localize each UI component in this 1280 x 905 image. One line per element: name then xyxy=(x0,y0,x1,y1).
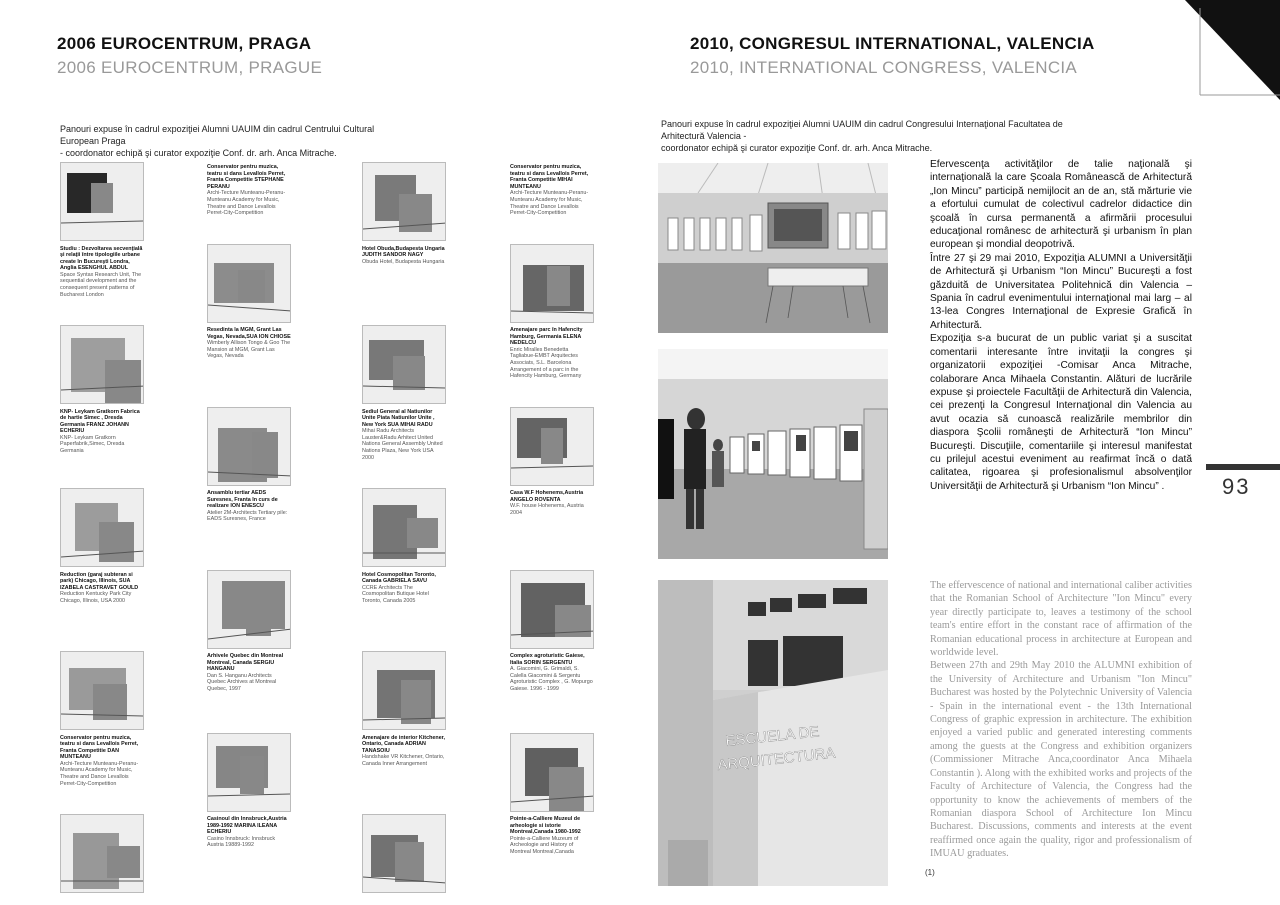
caption-title: Reduction (garaj subteran si park) Chicago, Illinois, SUA IZABELA CASTRAVET GOULD xyxy=(60,571,139,591)
panel-caption xyxy=(207,816,291,892)
panel-caption xyxy=(510,490,594,566)
romanian-text xyxy=(930,158,1192,493)
ro-paragraph: Între 27 şi 29 mai 2010, Expoziţia ALUMNI a Universităţii de Arhitectură şi Urbanism “Ion Mincu” Bucureşti a fost găzduită de Universitatea Politehnică din Valencia – Spania în cadrul evenimentului internaţional mai larg – al 13-lea Congres Internaţional de Expresie Grafică în Arhitectură. xyxy=(930,252,1192,331)
caption-details: W.F. house Hohenems, Austria 2004 xyxy=(510,503,584,516)
caption-details: Atelier 2M-Architects Tertiary pile: EADS Suresnes, France xyxy=(207,509,288,523)
footnote: (1) xyxy=(925,868,935,877)
panel-thumbnail xyxy=(510,244,594,323)
panel-caption xyxy=(362,409,446,485)
caption-title: Complex agroturistic Gaiese, Italia SORIN SERGENTU xyxy=(510,653,585,666)
caption-title: Studiu : Dezvoltarea secvenţială şi relaţii între tipologiile urbane create în Bucureşti Londra, Anglia ESENGHUL ABDUL xyxy=(60,245,143,272)
caption-details: Archi-Tecture Munteanu-Peranu-Munteanu Academy for Music, Theatre and Dance Levallois Perret-City-Competition xyxy=(510,190,589,217)
panel-caption xyxy=(362,246,446,322)
caption-title: Conservator pentru muzica, teatru si dans Levallois Perret, Franta Competitie STEPHANE PERANU xyxy=(207,164,286,190)
caption-details: KNP- Leykam Gratkorn Paperfabrik,Simec, Dresda Germania xyxy=(60,434,125,455)
panel-thumbnail xyxy=(362,162,446,241)
caption-details: Pointe-a-Calliere Muzeum of Archeologie and History of Montreal Montreal,Canada xyxy=(510,835,579,855)
right-title-ro: 2010, CONGRESUL INTERNATIONAL, VALENCIA xyxy=(690,34,1095,53)
panel-caption xyxy=(60,409,144,485)
right-intro-line-1: Panouri expuse în cadrul expoziţiei Alumni UAUIM din cadrul Congresului Internaţional Facultatea de Arhitectură Valencia - xyxy=(661,119,1063,141)
right-title-en: 2010, INTERNATIONAL CONGRESS, VALENCIA xyxy=(690,58,1078,77)
caption-details: Dan S. Hanganu Architects Quebec Archives at Montreal Quebec, 1997 xyxy=(207,672,277,692)
panel-thumbnail xyxy=(510,733,594,812)
ro-paragraph: Expoziţia s-a bucurat de un public variat şi a suscitat comentarii interesante între invitaţii la congres şi organizatorii expoziţiei -Comisar Anca Mitrache, colaborare Anca Mihaela Constantin. Alături de lucrările expuse şi proiectele Facultăţii de Arhitectură din Valencia, cei prezenţi la Congresul Internaţional din Valencia au avut ocazia să cunoască realizările membrilor din diaspora Şcolii româneşti de Arhitectură “Ion Mincu” Bucureşti. Discuţiile, comentariile şi interesul manifestat cu prilejul acestui eveniment au reafirmat încă o dată calitatea, rigoarea şi profesionalismul absolvenţilor Universităţii de Arhitectură şi Urbanism “Ion Mincu” . xyxy=(930,333,1192,492)
caption-details: Casino Innsbruck: Innsbruck Austria 19889-1992 xyxy=(207,835,276,849)
english-text xyxy=(930,579,1192,861)
panel-thumbnail xyxy=(60,162,144,241)
caption-details: A. Giacomini, G. Grimaldi, S. Calella Giacomini & Sergentu Agroturistic Complex , G. Mopurgo Gaiese. 1996 - 1999 xyxy=(510,666,593,692)
panel-thumbnail xyxy=(362,651,446,730)
left-title-ro: 2006 EUROCENTRUM, PRAGA xyxy=(57,34,312,53)
panel-caption xyxy=(207,327,291,403)
exhibition-photo-1 xyxy=(658,163,888,333)
panel-caption xyxy=(510,327,594,403)
page-number-bar xyxy=(1206,464,1280,470)
caption-title: KNP- Leykam Gratkorn Fabrica de hartie Simec , Dresda Germania FRANZ JOHANN ECHERIU xyxy=(60,408,140,435)
panel-caption xyxy=(362,735,446,811)
escuela-photo xyxy=(658,580,888,886)
right-intro xyxy=(661,118,1101,154)
panel-thumbnail xyxy=(362,814,446,893)
panel-caption xyxy=(60,735,144,811)
caption-title: Amenajare de interior Kitchener, Ontario, Canada ADRIAN TANASOIU xyxy=(362,734,445,754)
ro-paragraph: Efervescenţa activităţilor de talie naţională şi internaţională la care Şcoala Românească de Arhitectură „Ion Mincu” participă nemijlocit an de an, stă mărturie vie a efortului cumulat de colectivul cadrelor didactice din şcoală în cursa permanentă a afirmării procesului educaţional românesc de arhitectură şi urbanism în plan european şi mondial deopotrivă. xyxy=(930,159,1192,251)
caption-details: Space Syntax Research Unit, The sequential development and the consequent present patterns of Bucharest London xyxy=(60,271,142,298)
caption-details: Enric Miralles Benedetta Tagliabue-EMBT Arquitectes Associats, S.L. Barcelona Arrangement of a parc in the Hafencity Hamburg, Germany xyxy=(510,346,582,380)
caption-title: Casinoul din Innsbruck,Austria 1989-1992 MARINA ILEANA ECHERIU xyxy=(207,816,287,836)
left-intro-line-1: Panouri expuse în cadrul expoziţiei Alumni UAUIM din cadrul Centrului Cultural European Praga xyxy=(60,124,375,146)
left-title-en: 2006 EUROCENTRUM, PRAGUE xyxy=(57,58,323,77)
panel-thumbnail xyxy=(362,488,446,567)
panel-thumbnail xyxy=(207,244,291,323)
exhibition-photo-2 xyxy=(658,349,888,559)
caption-title: Conservator pentru muzica, teatru si dans Levallois Perret, Franta Competitie DAN MUNTEANU xyxy=(60,734,139,761)
caption-details: Archi-Tecture Munteanu-Peranu-Munteanu Academy for Music, Theatre and Dance Levallois Perret-City-Competition xyxy=(207,190,286,217)
panel-caption xyxy=(510,816,594,892)
left-intro xyxy=(60,123,380,159)
caption-details: Archi-Tecture Munteanu-Peranu-Munteanu Academy for Music, Theatre and Dance Levallois Perret-City-Competition xyxy=(60,760,139,787)
page-number: 93 xyxy=(1222,474,1251,499)
panel-thumbnail xyxy=(60,488,144,567)
caption-details: Obuda Hotel, Budapesta Hungaria xyxy=(362,258,445,265)
en-paragraph: Between 27th and 29th May 2010 the ALUMNI exhibition of the University of Architecture and Urbanism "Ion Mincu" Bucharest was hosted by the Polytechnic University of Valencia - Spain in the international event - the 13th International Congress of graphic expression in architecture. The exhibition enjoyed a varied public and generated interesting comments among the guests at the Congress and exhibition organizers (Commissioner Mitrache Anca,coordinator Anca Mihaela Constantin ). Along with the exhibited works and projects of the Faculty of Architecture of Valencia, the Congress had the opportunity to know the achievements of members of the Romanian diaspora School of Architecture Ion Mincu Bucharest. Discussions, comments and interests at the event reaffirmed once again the quality, rigor and professionalism of IMUAU graduates. xyxy=(930,660,1192,860)
caption-title: Amenajare parc în Hafencity Hamburg, Germania ELENA NEDELCU xyxy=(510,327,583,347)
panel-caption xyxy=(60,572,144,648)
panel-thumbnail xyxy=(510,570,594,649)
escuela-sign-line-2: ARQUITECTURA xyxy=(716,744,837,774)
caption-details: CCRE Architects The Cosmopolitan Butique Hotel Toronto, Canada 2005 xyxy=(362,584,429,604)
panel-thumbnail xyxy=(207,407,291,486)
caption-details: Wimberly Allison Tongo & Goo The Mansion at MGM, Grant Las Vegas, Nevada xyxy=(207,340,291,360)
panel-thumbnail xyxy=(60,814,144,893)
en-paragraph: The effervescence of national and international caliber activities that the Romanian School of Architecture "Ion Mincu" every year directly participate to, leaves a testimony of the school team's entire effort in the constant race of affirmation of the Romanian educational process in architecture at European and worldwide level. xyxy=(930,580,1192,659)
right-intro-line-2: coordonator echipă şi curator expoziţie Conf. dr. arh. Anca Mitrache. xyxy=(661,143,933,153)
caption-title: Arhivele Quebec din Montreal Montreal, Canada SERGIU HANGANU xyxy=(207,653,284,673)
corner-decoration xyxy=(1185,0,1280,100)
caption-title: Hotel Obuda,Budapesta Ungaria JUDITH SANDOR NAGY xyxy=(362,245,445,259)
panel-caption xyxy=(207,653,291,729)
caption-title: Resedinta la MGM, Grant Las Vegas, Nevada,SUA ION CHIOSE xyxy=(207,327,291,340)
escuela-sign-line-1: ESCUELA DE xyxy=(724,723,821,750)
panel-thumbnail xyxy=(60,651,144,730)
panel-thumbnail xyxy=(207,570,291,649)
caption-title: Conservator pentru muzica, teatru si dans Levallois Perret, Franta Competitie MIHAI MUNTEANU xyxy=(510,164,589,190)
panel-thumbnail xyxy=(510,407,594,486)
caption-title: Casa W.F Hohenems,Austria ANGELO ROVENTA xyxy=(510,490,584,503)
caption-title: Hotel Cosmopolitan Toronto, Canada GABRIELA SAVU xyxy=(362,571,436,585)
panel-thumbnail xyxy=(362,325,446,404)
panel-thumbnail xyxy=(207,733,291,812)
caption-title: Sediul General al Natiunilor Unite Piata Natiunilor Unite , New York SUA MIHAI RADU xyxy=(362,408,435,428)
panel-caption xyxy=(60,246,144,322)
caption-details: Handshake VR Kitchener, Ontario, Canada Inner Arrangement xyxy=(362,754,445,767)
caption-details: Reduction Kentucky Park City Chicago, Illinois, USA 2000 xyxy=(60,591,132,604)
panel-caption xyxy=(510,164,594,240)
panel-caption xyxy=(207,490,291,566)
caption-title: Pointe-a-Calliere Muzeul de arheologie si istorie Montreal,Canada 1980-1992 xyxy=(510,816,581,836)
panel-caption xyxy=(362,572,446,648)
panel-caption xyxy=(207,164,291,240)
caption-details: Mihai Radu Architects Lauster&Radu Arhitect United Nations General Assembly United Nations Plaza, New York USA 2000 xyxy=(362,428,443,461)
caption-title: Ansamblu tertiar AEDS Suresnes, Franta In curs de realizare ION ENESCU xyxy=(207,490,278,510)
panel-caption xyxy=(510,653,594,729)
panel-thumbnail xyxy=(60,325,144,404)
left-intro-line-2: - coordonator echipă şi curator expoziţie Conf. dr. arh. Anca Mitrache. xyxy=(60,148,337,158)
